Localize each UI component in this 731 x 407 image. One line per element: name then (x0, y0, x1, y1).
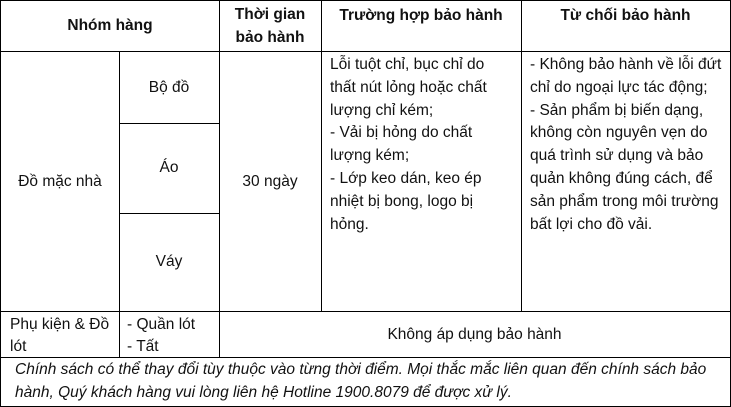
item-tat: - Tất (127, 338, 159, 355)
border-bo-do (119, 123, 219, 124)
border-ao (119, 213, 219, 214)
border-item-col (119, 51, 120, 358)
border-left (0, 0, 1, 407)
border-period-col (219, 0, 220, 358)
no-warranty-note: Không áp dụng bảo hành (387, 326, 562, 343)
group-home-wear: Đồ mặc nhà (18, 172, 102, 190)
item-vay: Váy (155, 253, 183, 270)
item-bo-do: Bộ đồ (148, 78, 190, 96)
border-header (0, 51, 731, 52)
border-home-wear (0, 311, 731, 312)
header-cases: Trường hợp bảo hành (339, 7, 503, 24)
warranty-refuse: - Không bảo hành về lỗi đứt chỉ do ngoại lực tác động; - Sản phẩm bị biến dạng, không còn nguyên vẹn do quá trình sử dụng và bảo quản không đúng cách, để sản phẩm trong môi trường bất lợi cho đồ vải. (530, 56, 722, 233)
border-cases-col (321, 0, 322, 312)
border-accessories (0, 357, 731, 358)
warranty-cases: Lỗi tuột chỉ, bục chỉ do thất nút lỏng hoặc chất lượng chỉ kém; - Vải bị hỏng do chất lượng kém; - Lớp keo dán, keo ép nhiệt bị bong, logo bị hỏng. (330, 56, 487, 233)
item-ao: Áo (159, 159, 179, 176)
border-top (0, 0, 731, 1)
item-quan-lot: - Quần lót (127, 316, 196, 333)
header-group: Nhóm hàng (67, 17, 153, 34)
policy-footer: Chính sách có thể thay đổi tùy thuộc vào từng thời điểm. Mọi thắc mắc liên quan đến chính sách bảo hành, Quý khách hàng vui lòng liên hệ Hotline 1900.8079 để được xử lý. (15, 361, 707, 401)
header-period: Thời gian bảo hành (234, 6, 306, 46)
border-refuse-col (521, 0, 522, 312)
header-refuse: Từ chối bảo hành (560, 7, 691, 24)
group-accessories: Phụ kiện & Đồ lót (10, 316, 110, 355)
warranty-period: 30 ngày (242, 172, 298, 190)
